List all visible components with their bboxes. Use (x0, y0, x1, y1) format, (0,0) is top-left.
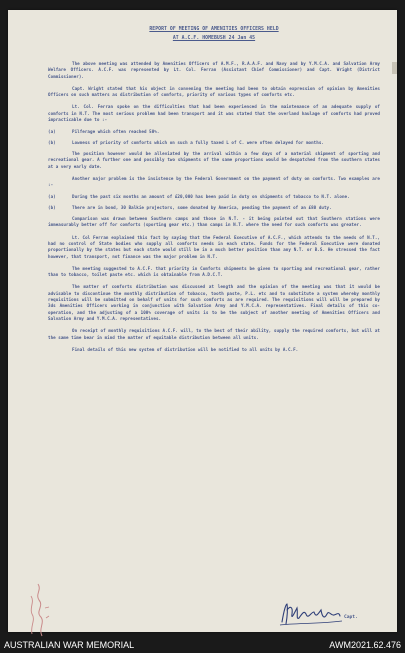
list-item (48, 194, 380, 200)
paragraph: The above meeting was attended by Amenities Officers of A.M.F., R.A.A.F. and Navy and by Y.M.C.A. and Salvation Army Welfare Officers. A.C.F. was represented by Lt. Col. Ferran (Assistant Chief Commissioner) and Capt. Wright (District Commissioner). (48, 61, 380, 79)
document-page (8, 10, 397, 632)
paragraph: The position however would be alleviated by the arrival within a few days of a material shipment of sporting and recreational gear. A further one and possibly two shipments of the same proportions would be despatched from the southern states at a very early date. (48, 150, 380, 169)
list-label: (a) (48, 194, 56, 200)
paragraph: Another major problem is the insistence by the Federal Government on the payment of duty on comforts. Two examples are :- (48, 175, 380, 188)
paragraph: The matter of comforts distribution was discussed at length and the opinion of the meeting was that it would be advisable to discontinue the monthly distribution of tobacco, tooth paste, P.L. etc and to substitute a system whereby monthly requisitions will be submitted on behalf of units for such comforts as are required. The requisitions will will be prepared by 3ds Amenities Officers working in conjunction with Salvation Army and Y.M.C.A. representatives. Final details of this co-operation, and the adjusting of a 100% coverage of units is to be the subject of another meeting of Amenities Officers and Salvation Army and Y.M.C.A. representatives. (48, 284, 380, 321)
paragraph: Comparison was drawn between Southern camps and those in N.T. - it being pointed out that Southern stations were immeasurably better off for comforts (sporting gear etc.) than camps in N.T. where the need for such comforts was greater. (48, 216, 380, 228)
list-item (48, 140, 380, 146)
footer-institution: AUSTRALIAN WAR MEMORIAL (4, 640, 135, 650)
signature-rank: Capt. (344, 615, 358, 620)
paragraph: Lt. Col Ferran explained this fact by saying that the Federal Executive of A.C.F., which attends to the needs of N.T., had no control of State bodies who supply all comforts needs in each state. Funds for the Federal Executive were donated proportionally by the states but each state would still be in a much better position than any N.T. or B.S. He stressed the fact however, that transport, not finance was the major problem in N.T. (48, 234, 380, 259)
document-body (48, 18, 380, 359)
footer-accession-number: AWM2021.62.476 (329, 640, 401, 650)
paragraph: Capt. Wright stated that his object in convening the meeting had been to obtain expression of opinion by Amenities Officers on such matters as distribution of comforts, priority of various types of comforts etc. (48, 85, 380, 98)
paragraph: On receipt of monthly requisitions A.C.F. will, to the best of their ability, supply the required comforts, but will at the same time bear in mind the matter of equitable distribution between all units. (48, 328, 380, 340)
paper-tab (392, 62, 397, 74)
paragraph: The meeting suggested to A.C.F. that priority in Comforts shipments be given to sporting and recreational gear, rather than to tobacco, toilet paste etc. which is obtainable from A.D.C.T. (48, 265, 380, 278)
list-text: There are in bond, 30 Balkie projectors, some donated by America, pending the payment of an £80 duty. (72, 204, 332, 210)
document-title: REPORT OF MEETING OF AMENITIES OFFICERS HELD (149, 27, 279, 32)
handwritten-signature (278, 600, 344, 628)
handwritten-margin-note (20, 578, 54, 638)
list-text: Lowness of priority of comforts which on such a fully taxed L of C. were often delayed for months. (72, 139, 324, 145)
list-text: Pilferage which often reached 50%. (72, 129, 160, 135)
list-label: (b) (48, 204, 56, 210)
list-text: During the past six months an amount of £20,000 has been paid in duty on shipments of tobacco to N.T. alone. (72, 194, 350, 200)
list-item (48, 129, 380, 135)
signature-block (278, 600, 388, 630)
list-item (48, 205, 380, 211)
list-label: (a) (48, 129, 56, 135)
archive-footer (0, 637, 405, 653)
paragraph: Lt. Col. Ferran spoke on the difficulties that had been experienced in the maintenance of an adequate supply of comforts in N.T. The most serious problem had been transport and it was stated that the overland haulage of comforts had proved impracticable due to :- (48, 104, 380, 123)
list-label: (b) (48, 139, 56, 145)
paragraph: Final details of this new system of distribution will be notified to all units by A.C.F. (72, 346, 299, 352)
document-subtitle: AT A.C.F. HOMEBUSH 24 Jan 45 (172, 36, 256, 41)
margin-note-scribble (20, 578, 54, 638)
